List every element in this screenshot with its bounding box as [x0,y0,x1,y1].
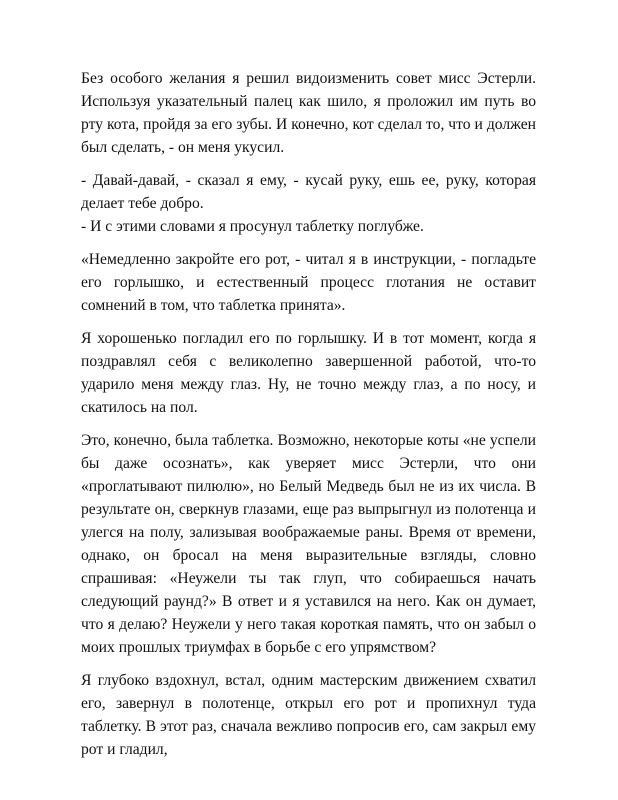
paragraph: «Немедленно закройте его рот, - читал я в инструкции, - погладьте его горлышко, и естественный процесс глотания не оставит сомнений в том, что таблетка принята». [81,251,536,314]
paragraph: Я хорошенько погладил его по горлышку. И в тот момент, когда я поздравлял себя с великолепно завершенной работой, что-то ударило меня между глаз. Ну, не точно между глаз, а по носу, и скатилось на пол. [81,330,536,416]
paragraph: Это, конечно, была таблетка. Возможно, некоторые коты «не успели бы даже осознать», как уверяет мисс Эстерли, что они «проглатывают пилюлю», но Белый Медведь был не из их числа. В результате он, сверкнув глазами, еще раз выпрыгнул из полотенца и улегся на полу, зализывая воображаемые раны. Время от времени, однако, он бросал на меня выразительные взгляды, словно спрашивая: «Неужели ты так глуп, что собираешься начать следующий раунд?» В ответ и я уставился на него. Как он думает, что я делаю? Неужели у него такая короткая память, что он забыл о моих прошлых триумфах в борьбе с его упрямством? [81,432,536,656]
paragraph: - Давай-давай, - сказал я ему, - кусай руку, ешь ее, руку, которая делает тебе добро. [81,172,536,212]
paragraph: Я глубоко вздохнул, встал, одним мастерским движением схватил его, завернул в полотенце, открыл его рот и пропихнул туда таблетку. В этот раз, сначала вежливо попросив его, сам закрыл ему рот и гладил, [81,672,536,758]
paragraph: Без особого желания я решил видоизменить совет мисс Эстерли. Используя указательный палец как шило, я проложил им путь во рту кота, пройдя за его зубы. И конечно, кот сделал то, что и должен был сделать, - он меня укусил. [81,70,536,156]
document-page [81,67,536,771]
paragraph: - И с этими словами я просунул таблетку поглубже. [81,218,424,235]
